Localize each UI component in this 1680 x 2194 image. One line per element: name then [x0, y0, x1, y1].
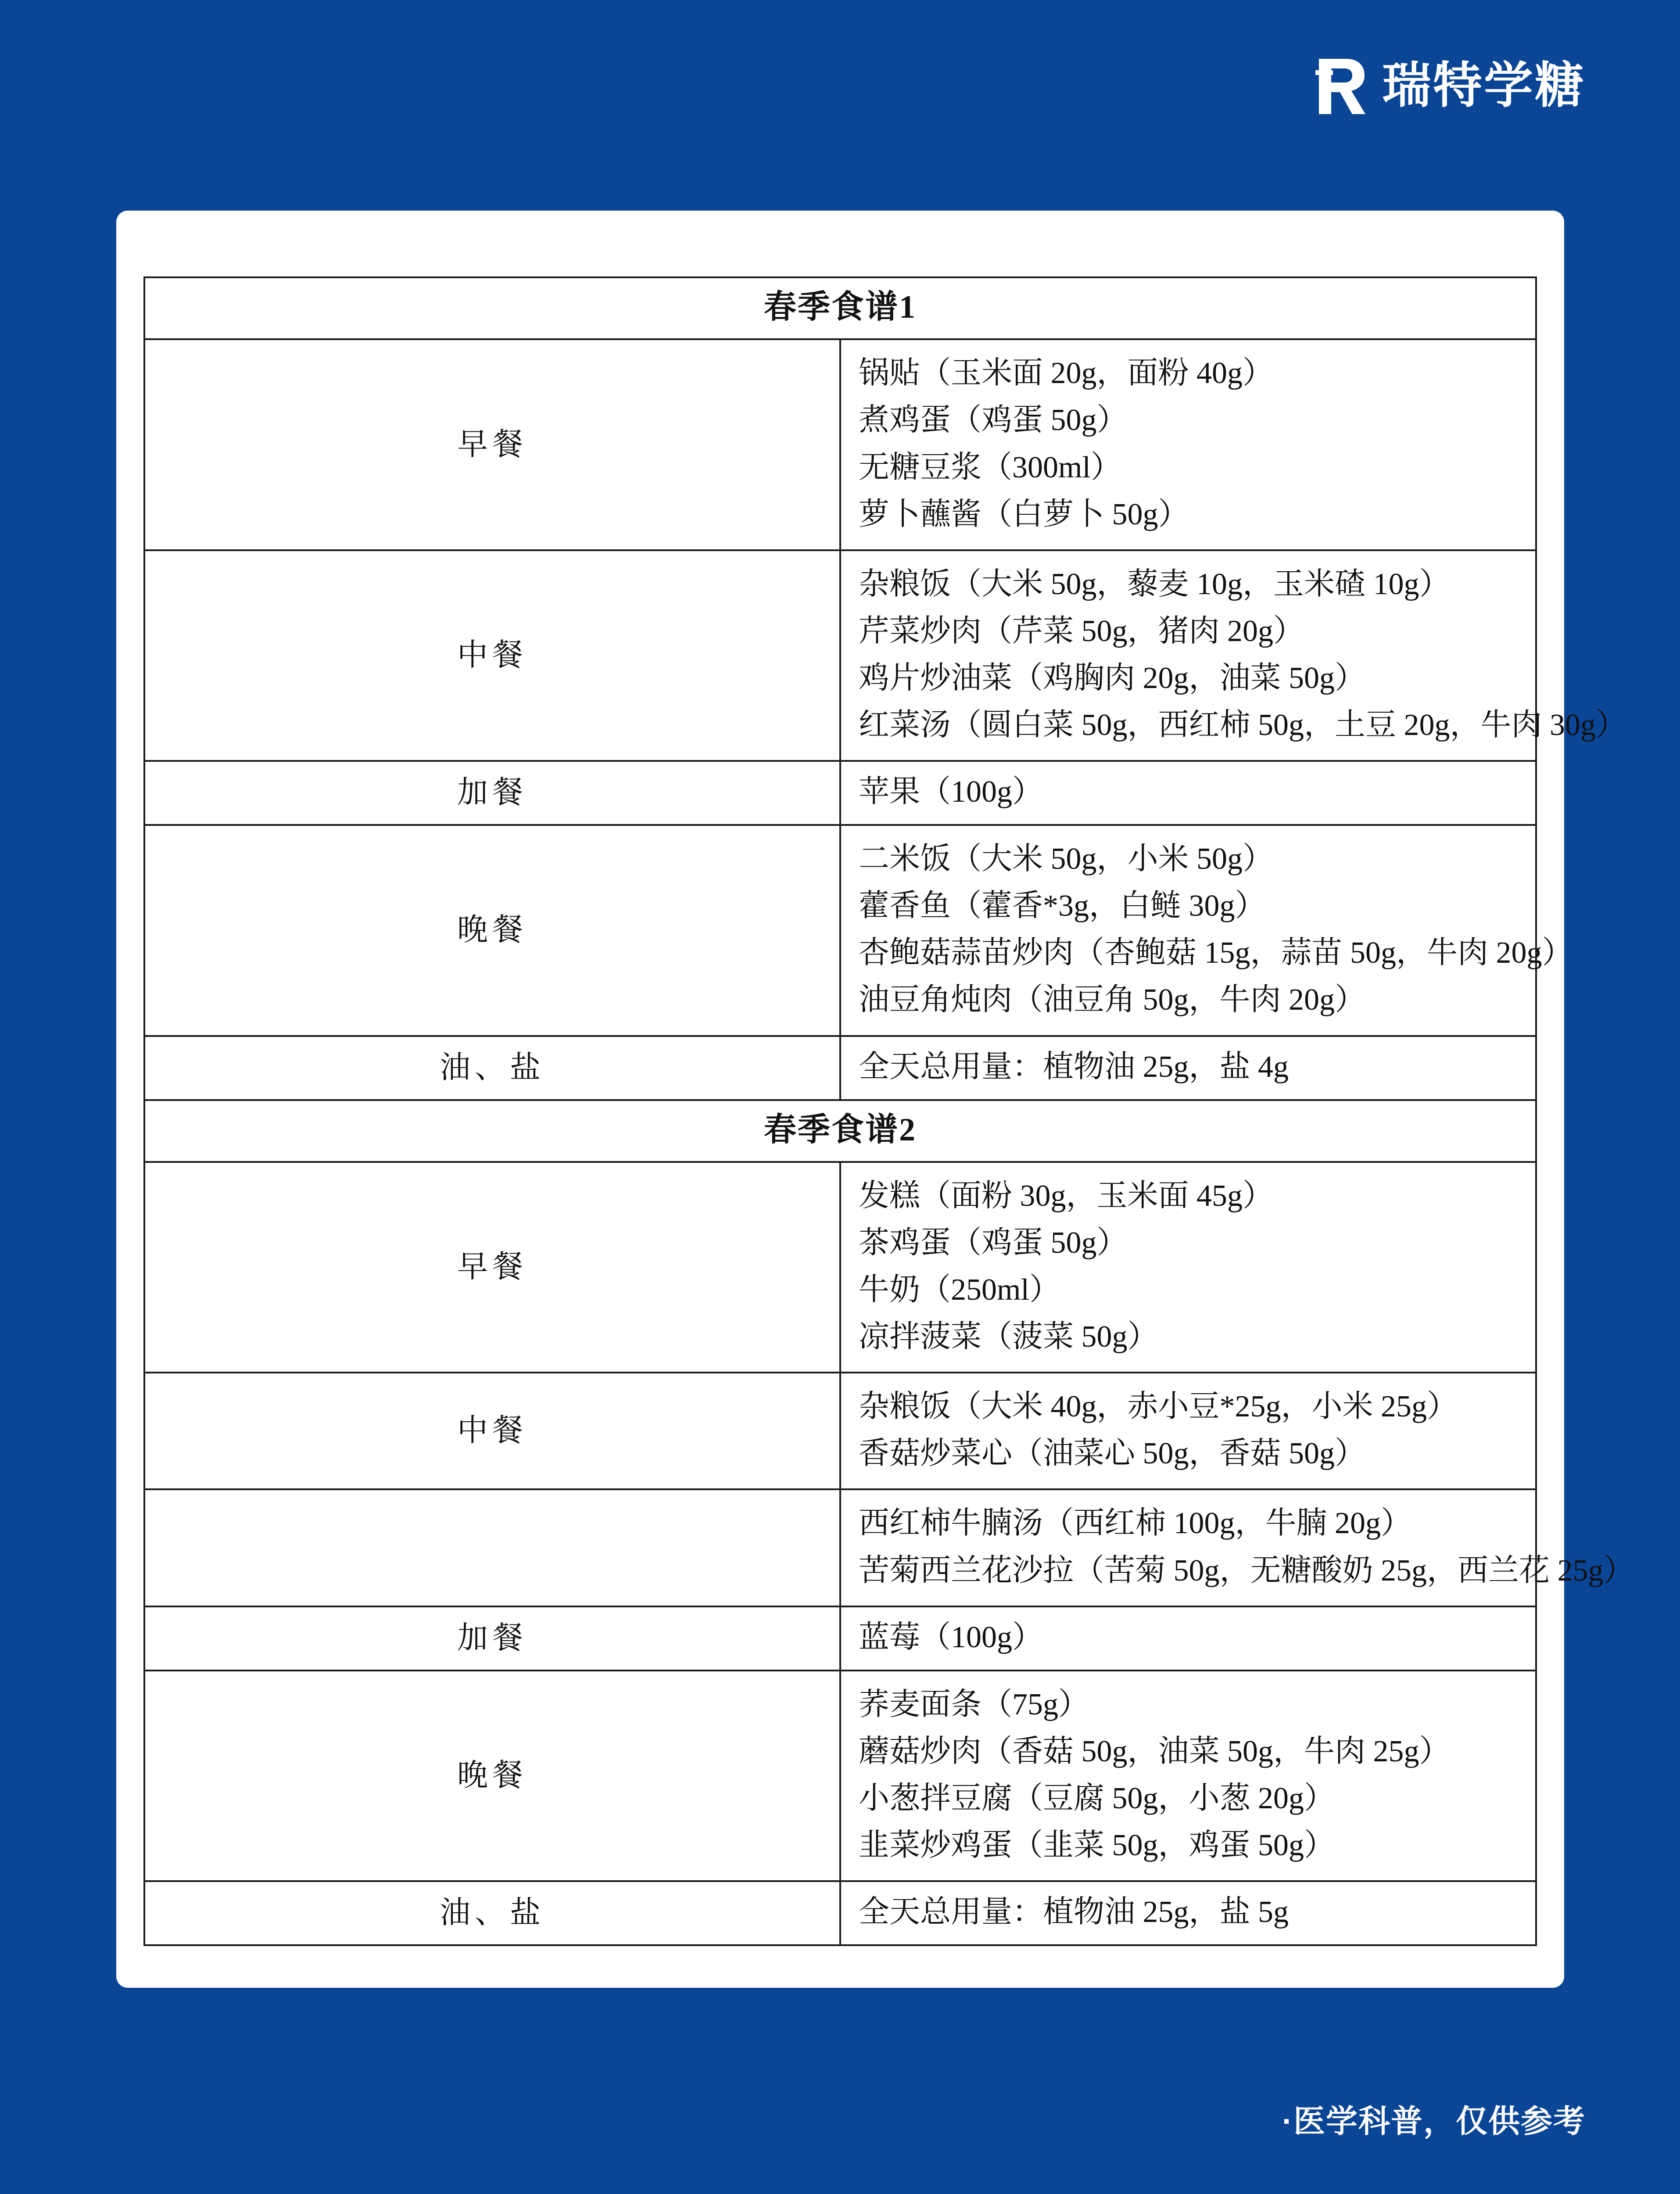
meal-item: 茶鸡蛋（鸡蛋 50g） — [859, 1226, 1128, 1260]
meal-item: 鸡片炒油菜（鸡胸肉 20g，油菜 50g） — [859, 661, 1365, 695]
footer-disclaimer: ·医学科普，仅供参考 — [1282, 2104, 1586, 2139]
brand-name: 瑞特学糖 — [1382, 58, 1586, 113]
recipe-sheet — [116, 211, 1634, 1988]
brand-header — [1315, 53, 1586, 118]
table-row — [144, 1881, 1536, 1945]
meal-item: 杏鲍菇蒜苗炒肉（杏鲍菇 15g，蒜苗 50g，牛肉 20g） — [859, 936, 1573, 970]
meal-item: 牛奶（250ml） — [859, 1273, 1060, 1307]
meal-item: 香菇炒菜心（油菜心 50g，香菇 50g） — [859, 1437, 1365, 1471]
table-section-header-row — [144, 277, 1536, 339]
meal-items — [840, 1671, 1536, 1881]
meal-items — [840, 339, 1536, 550]
meal-items: 苹果（100g） — [840, 761, 1536, 825]
meal-items: 蓝莓（100g） — [840, 1606, 1536, 1671]
table-row — [144, 1671, 1536, 1881]
meal-label: 油、盐 — [144, 1036, 840, 1100]
meal-item: 发糕（面粉 30g，玉米面 45g） — [859, 1179, 1273, 1213]
meal-label: 油、盐 — [144, 1881, 840, 1945]
meal-item: 杂粮饭（大米 50g，藜麦 10g，玉米碴 10g） — [859, 567, 1450, 601]
section-title: 春季食谱1 — [144, 277, 1536, 339]
recipe-table — [143, 276, 1634, 1946]
meal-item: 苦菊西兰花沙拉（苦菊 50g，无糖酸奶 25g，西兰花 25g） — [859, 1553, 1634, 1588]
meal-label: 早餐 — [144, 339, 840, 550]
meal-item: 芹菜炒肉（芹菜 50g，猪肉 20g） — [859, 614, 1304, 648]
meal-item: 藿香鱼（藿香*3g，白鲢 30g） — [859, 889, 1266, 923]
r-monogram-icon — [1315, 53, 1367, 118]
meal-items — [840, 825, 1573, 1036]
meal-label: 中餐 — [144, 550, 840, 761]
meal-items: 全天总用量：植物油 25g，盐 5g — [840, 1881, 1536, 1945]
meal-label: 加餐 — [144, 761, 840, 825]
meal-item: 红菜汤（圆白菜 50g，西红柿 50g，土豆 20g，牛肉 30g） — [859, 708, 1626, 742]
table-row — [144, 1373, 1536, 1489]
table-row — [144, 1036, 1536, 1100]
meal-item: 韭菜炒鸡蛋（韭菜 50g，鸡蛋 50g） — [859, 1828, 1335, 1862]
meal-item: 西红柿牛腩汤（西红柿 100g，牛腩 20g） — [859, 1506, 1411, 1541]
meal-label: 加餐 — [144, 1606, 840, 1671]
section-title: 春季食谱2 — [144, 1100, 1536, 1162]
meal-item: 蘑菇炒肉（香菇 50g，油菜 50g，牛肉 25g） — [859, 1734, 1450, 1768]
meal-item: 锅贴（玉米面 20g，面粉 40g） — [859, 356, 1273, 391]
meal-label: 早餐 — [144, 1162, 840, 1373]
meal-label: 晚餐 — [144, 1671, 840, 1881]
meal-items — [840, 1489, 1634, 1606]
meal-items: 全天总用量：植物油 25g，盐 4g — [840, 1036, 1536, 1100]
table-row — [144, 339, 1536, 550]
meal-label — [144, 1489, 840, 1606]
table-section-header-row — [144, 1100, 1536, 1162]
meal-item: 凉拌菠菜（菠菜 50g） — [859, 1320, 1158, 1354]
meal-item: 油豆角炖肉（油豆角 50g，牛肉 20g） — [859, 983, 1365, 1017]
table-row — [144, 1606, 1536, 1671]
table-row — [144, 761, 1536, 825]
table-row — [144, 825, 1536, 1036]
meal-label: 晚餐 — [144, 825, 840, 1036]
meal-items — [840, 550, 1626, 761]
meal-item: 二米饭（大米 50g，小米 50g） — [859, 842, 1273, 876]
table-row — [144, 1489, 1536, 1606]
meal-item: 煮鸡蛋（鸡蛋 50g） — [859, 403, 1128, 437]
meal-item: 杂粮饭（大米 40g，赤小豆*25g，小米 25g） — [859, 1390, 1458, 1424]
table-row — [144, 1162, 1536, 1373]
meal-items — [840, 1162, 1536, 1373]
table-row — [144, 550, 1536, 761]
meal-item: 荞麦面条（75g） — [859, 1687, 1089, 1721]
meal-item: 无糖豆浆（300ml） — [859, 450, 1121, 484]
meal-item: 萝卜蘸酱（白萝卜 50g） — [859, 497, 1189, 531]
meal-items — [840, 1373, 1536, 1489]
meal-label: 中餐 — [144, 1373, 840, 1489]
meal-item: 小葱拌豆腐（豆腐 50g，小葱 20g） — [859, 1781, 1335, 1815]
